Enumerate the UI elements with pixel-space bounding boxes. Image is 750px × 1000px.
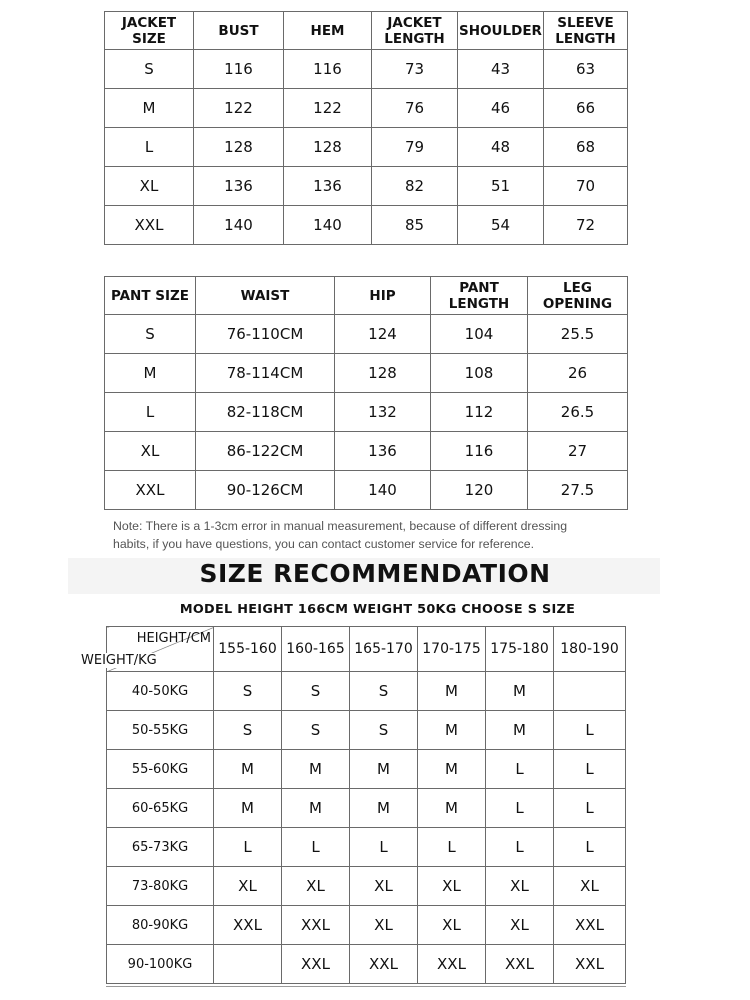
table-cell: 140	[194, 206, 284, 245]
table-cell: 82-118CM	[196, 393, 335, 432]
jacket-header-cell	[284, 12, 372, 50]
table-cell: 27	[528, 432, 628, 471]
weight-range-cell: 55-60KG	[107, 750, 214, 789]
size-cell: S	[282, 711, 350, 750]
size-cell: XXL	[282, 906, 350, 945]
table-row	[105, 315, 628, 354]
height-range-header: 175-180	[486, 627, 554, 672]
table-row	[107, 828, 626, 867]
table-cell: 90-126CM	[196, 471, 335, 510]
header-text: LEG	[563, 279, 592, 296]
size-cell: L	[554, 789, 626, 828]
table-cell: 78-114CM	[196, 354, 335, 393]
size-recommendation-table	[81, 626, 626, 984]
jacket-header-cell	[194, 12, 284, 50]
table-row	[107, 672, 626, 711]
table-row	[105, 354, 628, 393]
weight-range-cell: 73-80KG	[107, 867, 214, 906]
size-cell: S	[282, 672, 350, 711]
table-row	[107, 867, 626, 906]
header-text: PANT	[459, 279, 499, 296]
height-axis-label: HEIGHT/CM	[136, 631, 211, 646]
table-cell: 76-110CM	[196, 315, 335, 354]
table-cell: 46	[458, 89, 544, 128]
header-text: SLEEVE	[557, 14, 614, 31]
pant-header-row	[105, 277, 628, 315]
size-cell	[214, 945, 282, 984]
size-cell: L	[554, 750, 626, 789]
table-cell: S	[105, 315, 196, 354]
height-range-header: 180-190	[554, 627, 626, 672]
header-text: LENGTH	[555, 30, 616, 47]
table-cell: XL	[105, 432, 196, 471]
table-cell: 140	[335, 471, 431, 510]
table-cell: 120	[431, 471, 528, 510]
table-row	[107, 789, 626, 828]
table-row	[107, 945, 626, 984]
table-cell: L	[105, 393, 196, 432]
table-row	[105, 128, 628, 167]
size-cell: L	[418, 828, 486, 867]
header-text: OPENING	[542, 295, 613, 312]
table-cell: 122	[194, 89, 284, 128]
table-row	[105, 50, 628, 89]
height-range-header: 160-165	[282, 627, 350, 672]
table-row	[107, 711, 626, 750]
header-text: BUST	[218, 22, 259, 39]
table-row	[105, 393, 628, 432]
size-cell: M	[418, 711, 486, 750]
table-cell: 124	[335, 315, 431, 354]
table-cell: 136	[284, 167, 372, 206]
header-text: PANT SIZE	[110, 287, 190, 304]
table-cell: 51	[458, 167, 544, 206]
size-cell: XXL	[282, 945, 350, 984]
header-text: JACKET SIZE	[121, 14, 177, 47]
pant-header-cell	[431, 277, 528, 315]
size-cell	[554, 672, 626, 711]
table-cell: 128	[194, 128, 284, 167]
size-cell: L	[554, 711, 626, 750]
size-cell: L	[350, 828, 418, 867]
size-cell: M	[350, 750, 418, 789]
size-cell: M	[350, 789, 418, 828]
table-cell: 116	[431, 432, 528, 471]
table-cell: 136	[335, 432, 431, 471]
size-cell: S	[350, 672, 418, 711]
weight-range-cell: 90-100KG	[107, 945, 214, 984]
size-cell: XL	[350, 867, 418, 906]
size-cell: XL	[282, 867, 350, 906]
jacket-header-cell	[105, 12, 194, 50]
header-text: LENGTH	[384, 30, 445, 47]
jacket-size-table	[104, 11, 628, 245]
header-text: LENGTH	[448, 295, 510, 312]
table-cell: 136	[194, 167, 284, 206]
recommendation-header-row	[107, 627, 626, 672]
table-cell: 25.5	[528, 315, 628, 354]
pant-header-cell	[105, 277, 196, 315]
size-cell: S	[214, 672, 282, 711]
jacket-header-cell	[372, 12, 458, 50]
table-cell: 116	[284, 50, 372, 89]
header-corner-cell	[81, 627, 214, 672]
header-text: HIP	[369, 287, 396, 304]
table-cell: 116	[194, 50, 284, 89]
header-text: SHOULDER	[459, 22, 542, 39]
height-range-header: 170-175	[418, 627, 486, 672]
pant-header-cell	[196, 277, 335, 315]
header-text: JACKET	[387, 14, 442, 31]
table-cell: 85	[372, 206, 458, 245]
note-line-2: habits, if you have questions, you can contact customer service for reference.	[113, 537, 535, 551]
jacket-header-row	[105, 12, 628, 50]
size-cell: L	[486, 750, 554, 789]
header-text: HEM	[310, 22, 345, 39]
table-cell: XXL	[105, 206, 194, 245]
size-cell: XL	[486, 867, 554, 906]
weight-axis-label: WEIGHT/KG	[81, 653, 157, 668]
table-cell: 122	[284, 89, 372, 128]
size-cell: XXL	[554, 906, 626, 945]
table-cell: 76	[372, 89, 458, 128]
table-cell: 63	[544, 50, 628, 89]
pant-header-cell	[335, 277, 431, 315]
size-cell: XXL	[486, 945, 554, 984]
size-cell: L	[554, 828, 626, 867]
table-cell: 104	[431, 315, 528, 354]
table-row	[107, 750, 626, 789]
pant-header-cell	[528, 277, 628, 315]
size-cell: XXL	[350, 945, 418, 984]
table-cell: 70	[544, 167, 628, 206]
size-cell: XL	[554, 867, 626, 906]
table-row	[107, 906, 626, 945]
table-cell: 68	[544, 128, 628, 167]
size-cell: M	[214, 789, 282, 828]
table-cell: 66	[544, 89, 628, 128]
jacket-header-cell	[544, 12, 628, 50]
size-cell: L	[486, 789, 554, 828]
note-line-1: Note: There is a 1-3cm error in manual measurement, because of different dressing	[113, 519, 568, 533]
table-cell: 79	[372, 128, 458, 167]
weight-range-cell: 50-55KG	[107, 711, 214, 750]
weight-range-cell: 80-90KG	[107, 906, 214, 945]
measurement-note	[113, 517, 633, 553]
size-cell: L	[214, 828, 282, 867]
table-cell: 26	[528, 354, 628, 393]
header-text: WAIST	[240, 287, 290, 304]
table-cell: 54	[458, 206, 544, 245]
table-cell: 72	[544, 206, 628, 245]
table-cell: M	[105, 89, 194, 128]
size-cell: S	[350, 711, 418, 750]
size-cell: XL	[418, 867, 486, 906]
table-row	[105, 432, 628, 471]
table-cell: S	[105, 50, 194, 89]
table-row	[105, 471, 628, 510]
weight-range-cell: 65-73KG	[107, 828, 214, 867]
size-cell: L	[282, 828, 350, 867]
size-cell: M	[486, 672, 554, 711]
table-cell: 26.5	[528, 393, 628, 432]
table-cell: 43	[458, 50, 544, 89]
weight-range-cell: 40-50KG	[107, 672, 214, 711]
divider	[106, 986, 626, 987]
table-cell: 128	[284, 128, 372, 167]
size-cell: XXL	[554, 945, 626, 984]
table-cell: 86-122CM	[196, 432, 335, 471]
table-cell: 112	[431, 393, 528, 432]
table-cell: 132	[335, 393, 431, 432]
pant-size-table	[104, 276, 628, 510]
size-cell: L	[486, 828, 554, 867]
table-cell: 82	[372, 167, 458, 206]
table-cell: 48	[458, 128, 544, 167]
table-cell: XXL	[105, 471, 196, 510]
size-cell: M	[418, 789, 486, 828]
height-range-header: 165-170	[350, 627, 418, 672]
table-cell: 128	[335, 354, 431, 393]
model-info: MODEL HEIGHT 166CM WEIGHT 50KG CHOOSE S SIZE	[179, 602, 576, 617]
height-range-header: 155-160	[214, 627, 282, 672]
size-cell: XL	[418, 906, 486, 945]
jacket-header-cell	[458, 12, 544, 50]
table-cell: 73	[372, 50, 458, 89]
table-cell: XL	[105, 167, 194, 206]
table-row	[105, 206, 628, 245]
recommendation-title: SIZE RECOMMENDATION	[199, 559, 551, 588]
size-cell: M	[418, 750, 486, 789]
table-row	[105, 89, 628, 128]
size-cell: XL	[350, 906, 418, 945]
size-cell: M	[282, 750, 350, 789]
table-cell: 140	[284, 206, 372, 245]
table-cell: 108	[431, 354, 528, 393]
weight-range-cell: 60-65KG	[107, 789, 214, 828]
size-cell: XL	[214, 867, 282, 906]
table-cell: M	[105, 354, 196, 393]
table-cell: 27.5	[528, 471, 628, 510]
size-cell: S	[214, 711, 282, 750]
size-cell: XXL	[214, 906, 282, 945]
size-cell: M	[418, 672, 486, 711]
size-cell: XXL	[418, 945, 486, 984]
size-cell: M	[486, 711, 554, 750]
size-cell: M	[282, 789, 350, 828]
table-cell: L	[105, 128, 194, 167]
size-cell: M	[214, 750, 282, 789]
table-row	[105, 167, 628, 206]
size-cell: XL	[486, 906, 554, 945]
